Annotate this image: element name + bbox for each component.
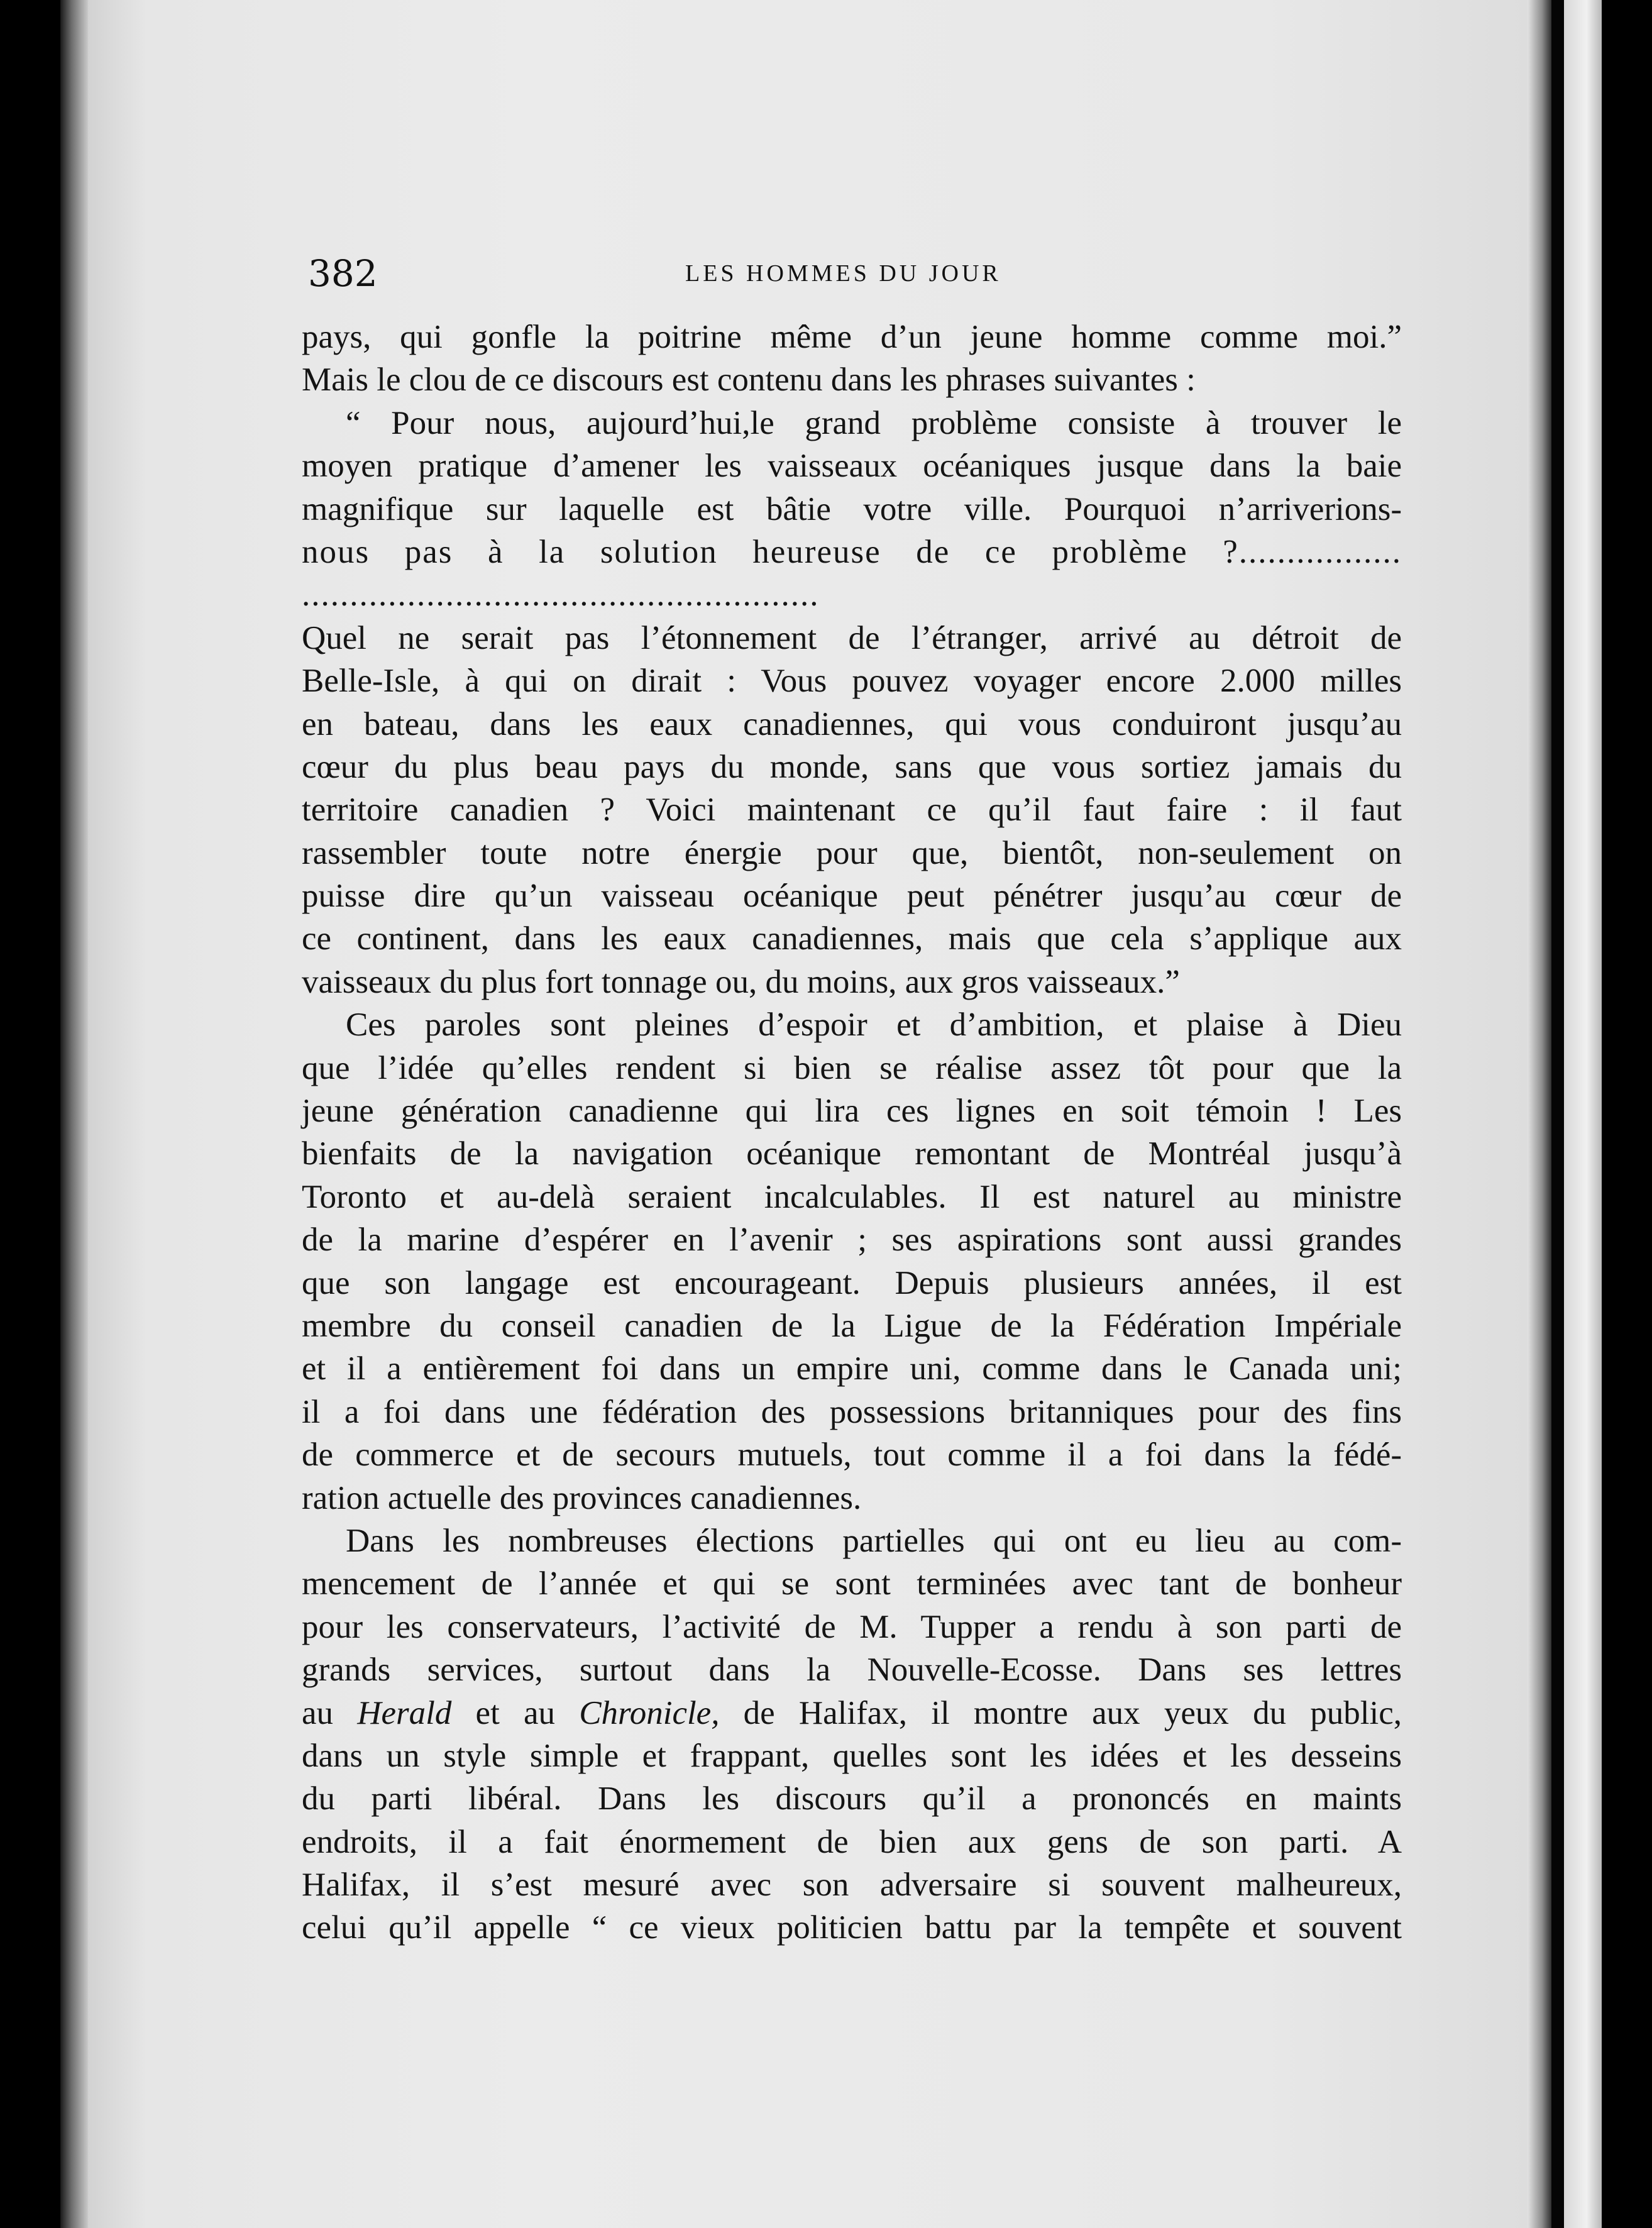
next-page-sliver: [1564, 0, 1602, 2228]
text-run: au: [302, 1694, 358, 1731]
text-line: pays, qui gonfle la poitrine même d’un jeune homme comme moi.”: [302, 319, 1402, 355]
text-line: territoire canadien ? Voici maintenant ce qu’il faut faire : il faut: [302, 791, 1402, 829]
text-line: que l’idée qu’elles rendent si bien se réalise assez tôt pour que la: [302, 1049, 1402, 1086]
text-line: vaisseaux du plus fort tonnage ou, du moins, aux gros vaisseaux.”: [302, 963, 1180, 1000]
text-line: que son langage est encourageant. Depuis plusieurs années, il est: [302, 1264, 1402, 1301]
text-line: Mais le clou de ce discours est contenu dans les phrases suivantes :: [302, 361, 1196, 399]
text-line: pour les conservateurs, l’activité de M. Tupper a rendu à son parti de: [302, 1608, 1402, 1645]
text-line: ce continent, dans les eaux canadiennes, mais que cela s’applique aux: [302, 920, 1402, 957]
text-line: cœur du plus beau pays du monde, sans que vous sortiez jamais du: [302, 748, 1402, 785]
page-number: 382: [308, 252, 378, 295]
text-line: membre du conseil canadien de la Ligue de la Fédération Impériale: [302, 1307, 1402, 1344]
text-line: nous pas à la solution heureuse de ce problème ?.................: [302, 533, 1402, 570]
text-line: mencement de l’année et qui se sont terminées avec tant de bonheur: [302, 1565, 1402, 1602]
italic-title-herald: Herald: [357, 1694, 452, 1731]
text-line: il a foi dans une fédération des possessions britanniques pour des fins: [302, 1393, 1402, 1430]
text-line: jeune génération canadienne qui lira ces lignes en soit témoin ! Les: [302, 1093, 1402, 1130]
text-line: bienfaits de la navigation océanique remontant de Montréal jusqu’à: [302, 1135, 1402, 1172]
text-line: magnifique sur laquelle est bâtie votre ville. Pourquoi n’arriverions-: [302, 490, 1402, 527]
text-line: rassembler toute notre énergie pour que, bientôt, non-seulement on: [302, 834, 1402, 871]
body-text: [302, 316, 1402, 1950]
text-line: et il a entièrement foi dans un empire uni, comme dans le Canada uni;: [302, 1350, 1402, 1387]
scan-right-margin: [1602, 0, 1652, 2228]
text-line: Ces paroles sont pleines d’espoir et d’ambition, et plaise à Dieu: [346, 1006, 1402, 1044]
page-left-edge: [60, 0, 88, 2228]
text-run: et au: [451, 1694, 580, 1731]
text-line: ration actuelle des provinces canadiennes.: [302, 1479, 862, 1516]
text-line: “ Pour nous, aujourd’hui,le grand problème consiste à trouver le: [346, 404, 1402, 441]
text-line: Belle-Isle, à qui on dirait : Vous pouvez voyager encore 2.000 milles: [302, 663, 1402, 700]
text-line: Halifax, il s’est mesuré avec son adversaire si souvent malheureux,: [302, 1867, 1402, 1904]
text-line: de la marine d’espérer en l’avenir ; ses aspirations sont aussi grandes: [302, 1222, 1402, 1259]
text-line: Dans les nombreuses élections partielles qui ont eu lieu au com-: [346, 1522, 1402, 1559]
text-line: de commerce et de secours mutuels, tout comme il a foi dans la fédé-: [302, 1437, 1402, 1474]
text-line: endroits, il a fait énormement de bien aux gens de son parti. A: [302, 1823, 1402, 1860]
text-line: moyen pratique d’amener les vaisseaux océaniques jusque dans la baie: [302, 448, 1402, 485]
text-line: en bateau, dans les eaux canadiennes, qui vous conduiront jusqu’au: [302, 705, 1402, 742]
text-line: grands services, surtout dans la Nouvelle-Ecosse. Dans ses lettres: [302, 1652, 1402, 1689]
italic-title-chronicle: Chronicle,: [579, 1694, 720, 1731]
text-line: dans un style simple et frappant, quelles sont les idées et les desseins: [302, 1737, 1402, 1774]
text-run: de Halifax, il montre aux yeux du public,: [719, 1694, 1402, 1731]
text-line: puisse dire qu’un vaisseau océanique peut pénétrer jusqu’au cœur de: [302, 878, 1402, 915]
running-head: LES HOMMES DU JOUR: [685, 260, 1001, 287]
dotted-ellipsis-line: ......................................................: [302, 576, 820, 614]
page-right-fold: [1528, 0, 1551, 2228]
text-line: celui qu’il appelle “ ce vieux politicien battu par la tempête et souvent: [302, 1909, 1402, 1946]
binding-dark-bar: [1551, 0, 1564, 2228]
text-line-with-italics: [302, 1692, 1402, 1734]
text-line: Quel ne serait pas l’étonnement de l’étranger, arrivé au détroit de: [302, 619, 1402, 656]
text-line: Toronto et au-delà seraient incalculables. Il est naturel au ministre: [302, 1178, 1402, 1215]
text-line: du parti libéral. Dans les discours qu’il a prononcés en maints: [302, 1780, 1402, 1817]
